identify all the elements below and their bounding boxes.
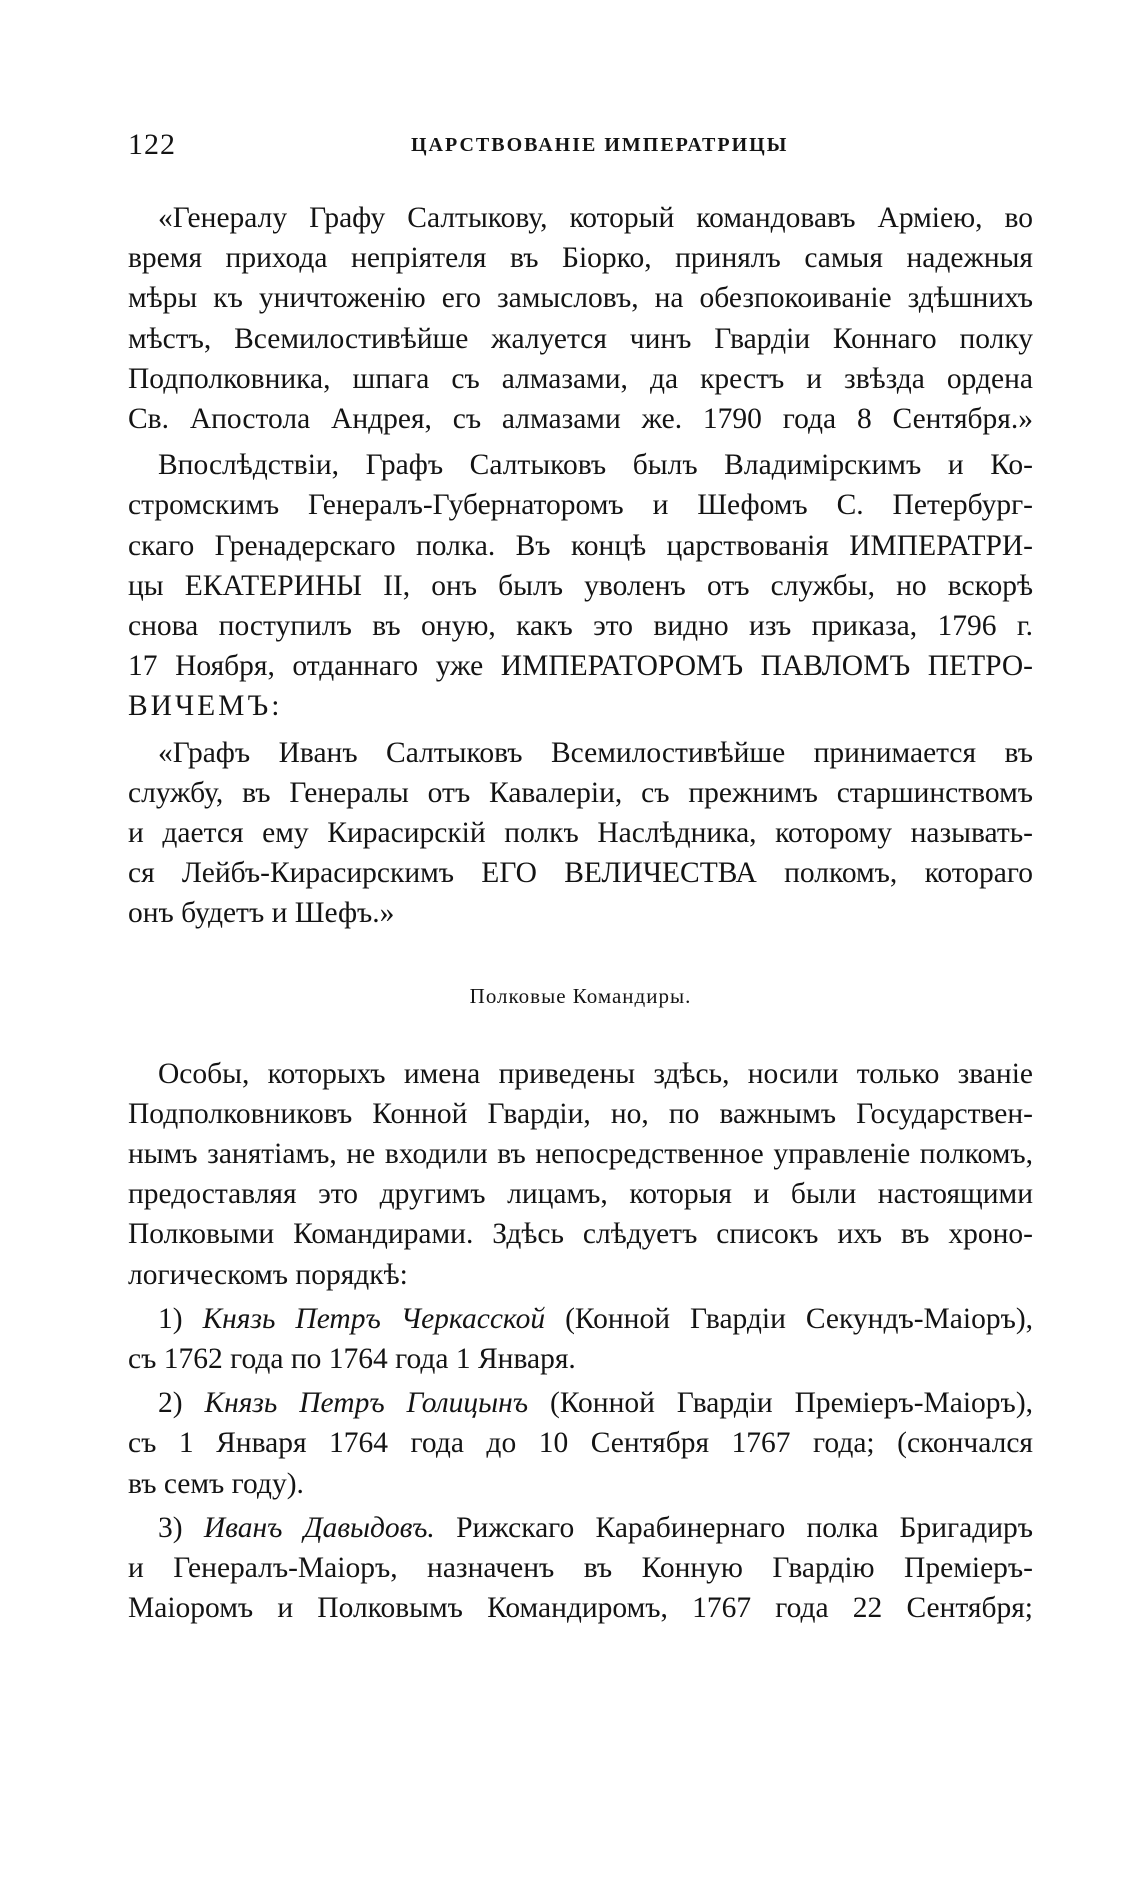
text-line: Подполковника, шпага съ алмазами, да крестъ и звѣзда ордена bbox=[128, 362, 1033, 395]
paragraph-decree-1796 bbox=[128, 733, 1033, 934]
text-line: ся Лейбъ-Кирасирскимъ ЕГО ВЕЛИЧЕСТВА полкомъ, котораго bbox=[128, 857, 1033, 890]
text-line: Впослѣдствіи, Графъ Салтыковъ былъ Владимірскимъ и Ко- bbox=[158, 449, 1033, 482]
item-text: (Конной Гвардіи Преміеръ-Маіоръ), bbox=[550, 1387, 1034, 1420]
text-line: мѣстъ, Всемилостивѣйше жалуется чинъ Гвардіи Коннаго полку bbox=[128, 322, 1033, 355]
section-heading: Полковые Командиры. bbox=[469, 983, 692, 1008]
text-line: «Генералу Графу Салтыкову, который командовавъ Арміею, во bbox=[158, 202, 1033, 234]
text-line: нымъ занятіамъ, не входили въ непосредственное управленіе полкомъ, bbox=[128, 1138, 1033, 1171]
list-item-commander-1 bbox=[128, 1299, 1033, 1379]
text-line: предоставляя это другимъ лицамъ, которыя и были настоящими bbox=[128, 1178, 1033, 1211]
text-line: Маіоромъ и Полковымъ Командиромъ, 1767 года 22 Сентября; bbox=[128, 1592, 1033, 1625]
text-line: время прихода непріятеля въ Біорко, принялъ самыя надежныя bbox=[128, 242, 1033, 275]
item-number: 2) bbox=[158, 1387, 183, 1420]
text-line: съ 1762 года по 1764 года 1 Января. bbox=[128, 1343, 576, 1376]
book-page bbox=[128, 128, 1033, 1629]
text-line: Подполковниковъ Конной Гвардіи, но, по важнымъ Государствен- bbox=[128, 1097, 1033, 1130]
text-line: онъ будетъ и Шефъ.» bbox=[128, 897, 395, 930]
text-line: Особы, которыхъ имена приведены здѣсь, носили только званіе bbox=[158, 1057, 1033, 1090]
text-line: въ семъ году). bbox=[128, 1467, 304, 1500]
item-number: 1) bbox=[158, 1302, 183, 1335]
list-item-commander-3 bbox=[128, 1508, 1033, 1629]
text-line: службу, въ Генералы отъ Кавалеріи, съ прежнимъ старшинствомъ bbox=[128, 776, 1033, 809]
text-line: и Генералъ-Маіоръ, назначенъ въ Конную Гвардію Преміеръ- bbox=[128, 1552, 1033, 1585]
text-line: и дается ему Кирасирскій полкъ Наслѣдника, которому называть- bbox=[128, 817, 1033, 850]
text-line: скаго Гренадерскаго полка. Въ концѣ царствованія ИМПЕРАТРИ- bbox=[128, 529, 1033, 562]
body-text bbox=[128, 198, 1033, 1629]
text-line: стромскимъ Генералъ-Губернаторомъ и Шефомъ С. Петербург- bbox=[128, 489, 1033, 522]
text-line: «Графъ Иванъ Салтыковъ Всемилостивѣйше принимается въ bbox=[158, 736, 1033, 769]
item-number: 3) bbox=[158, 1511, 183, 1544]
paragraph-commanders-intro bbox=[128, 1054, 1033, 1295]
commander-name: Князь Петръ Голицынъ bbox=[204, 1387, 529, 1420]
text-line bbox=[128, 1508, 1033, 1548]
page-number: 122 bbox=[128, 128, 176, 161]
item-text: (Конной Гвардіи Секундъ-Маіоръ), bbox=[565, 1302, 1034, 1335]
text-line: цы ЕКАТЕРИНЫ II, онъ былъ уволенъ отъ службы, но вскорѣ bbox=[128, 569, 1033, 602]
text-line: логическомъ порядкѣ: bbox=[128, 1258, 408, 1291]
list-item-commander-2 bbox=[128, 1383, 1033, 1504]
text-line: Полковыми Командирами. Здѣсь слѣдуетъ списокъ ихъ въ хроно- bbox=[128, 1218, 1033, 1251]
text-line: мѣры къ уничтоженію его замысловъ, на обезпокоиваніе здѣшнихъ bbox=[128, 282, 1033, 315]
paragraph-career bbox=[128, 445, 1033, 726]
text-line: снова поступилъ въ оную, какъ это видно изъ приказа, 1796 г. bbox=[128, 610, 1033, 643]
text-line: съ 1 Января 1764 года до 10 Сентября 1767 года; (скончался bbox=[128, 1427, 1033, 1460]
commander-name: Иванъ Давыдовъ. bbox=[203, 1511, 435, 1544]
running-head: ЦАРСТВОВАНІЕ ИМПЕРАТРИЦЫ bbox=[411, 134, 789, 156]
text-line: ВИЧЕМЪ: bbox=[128, 690, 283, 723]
page-header bbox=[128, 128, 1033, 178]
text-line: Св. Апостола Андрея, съ алмазами же. 1790 года 8 Сентября.» bbox=[128, 403, 1033, 436]
text-line: 17 Ноября, отданнаго уже ИМПЕРАТОРОМЪ ПАВЛОМЪ ПЕТРО- bbox=[128, 650, 1033, 683]
item-text: Рижскаго Карабинернаго полка Бригадиръ bbox=[456, 1511, 1034, 1544]
commander-name: Князь Петръ Черкасской bbox=[202, 1302, 546, 1335]
text-line bbox=[128, 1299, 1033, 1339]
text-line bbox=[128, 1383, 1033, 1423]
paragraph-decree-1790 bbox=[128, 198, 1033, 439]
